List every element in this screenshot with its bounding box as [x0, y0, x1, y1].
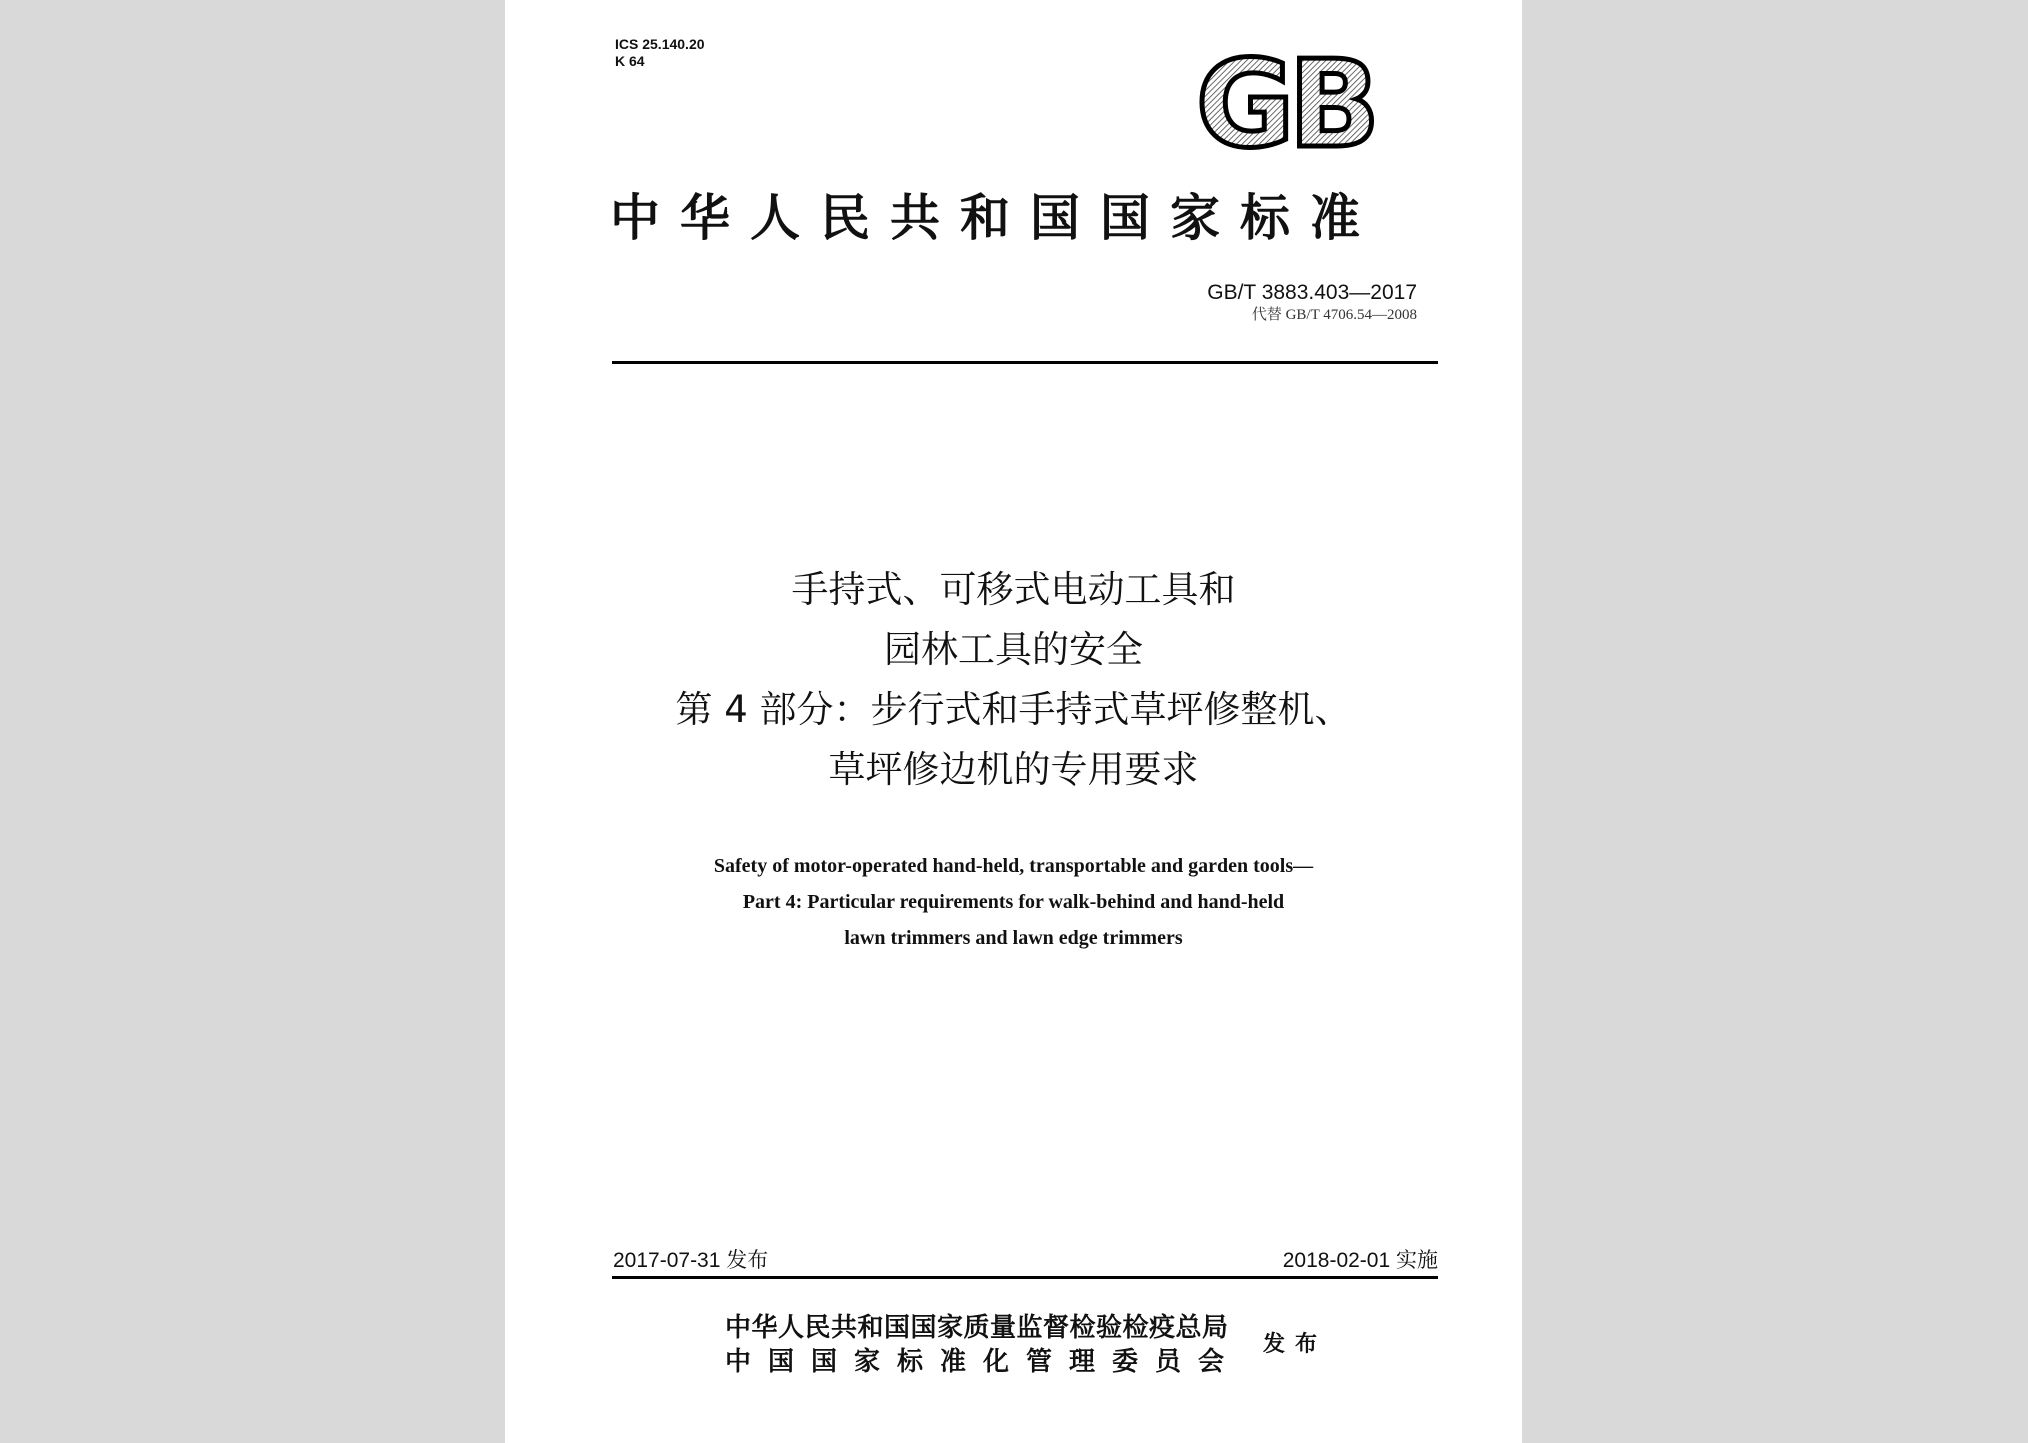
english-title-line: lawn trimmers and lawn edge trimmers	[844, 927, 1183, 949]
chinese-title-line: 草坪修边机的专用要求	[828, 748, 1199, 791]
chinese-title-line: 手持式、可移式电动工具和	[791, 568, 1236, 611]
effective-date: 2018-02-01 实施	[1282, 1249, 1438, 1272]
svg-text:GB: GB	[1196, 48, 1374, 158]
ics-code: ICS 25.140.20	[615, 36, 705, 52]
replaces-standard: 代替 GB/T 4706.54—2008	[1251, 307, 1417, 323]
english-title	[505, 848, 1522, 956]
chinese-title-line: 第 4 部分：步行式和手持式草坪修整机、	[675, 688, 1352, 731]
chinese-title-line: 园林工具的安全	[884, 628, 1143, 671]
issuer-aqsiq: 中华人民共和国国家质量监督检验检疫总局	[725, 1313, 1229, 1343]
classification-codes	[615, 36, 705, 70]
standard-number: GB/T 3883.403—2017	[1207, 281, 1417, 304]
publication-date: 2017-07-31 发布	[613, 1249, 769, 1272]
national-standard-title: 中华人民共和国国家标准	[610, 188, 1380, 247]
issuer-sac: 中国国家标准化管理委员会	[725, 1347, 1242, 1377]
header-divider	[612, 361, 1438, 364]
issue-label: 发布	[1263, 1331, 1328, 1357]
document-page	[505, 0, 1522, 1443]
footer-divider	[612, 1276, 1438, 1279]
ccs-code: K 64	[615, 53, 645, 69]
chinese-title	[505, 560, 1522, 800]
english-title-line: Safety of motor-operated hand-held, transportable and garden tools—	[713, 855, 1314, 877]
gb-logo	[1185, 48, 1385, 162]
english-title-line: Part 4: Particular requirements for walk-behind and hand-held	[742, 891, 1285, 913]
